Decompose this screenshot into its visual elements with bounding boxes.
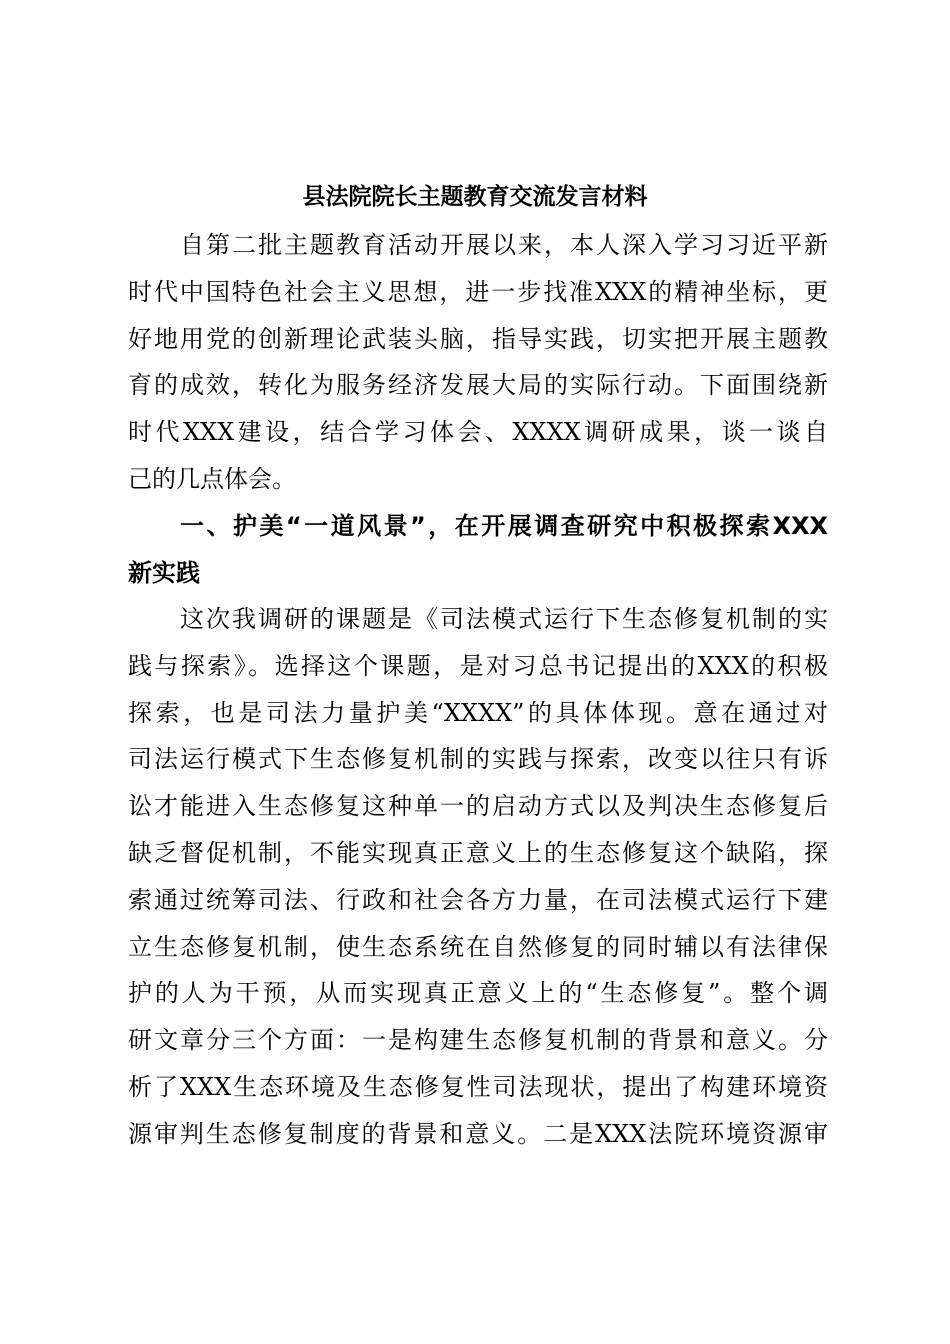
text-line: 缺乏督促机制，不能实现真正意义上的生态修复这个缺陷，探 bbox=[128, 838, 828, 867]
text-line: 讼才能进入生态修复这种单一的启动方式以及判决生态修复后 bbox=[128, 792, 828, 821]
document-title: 县法院院长主题教育交流发言材料 bbox=[302, 183, 648, 210]
text-line: 析了XXX生态环境及生态修复性司法现状，提出了构建环境资 bbox=[128, 1072, 828, 1101]
heading-line: 一、护美“一道风景”，在开展调查研究中积极探索XXX bbox=[180, 512, 828, 540]
text-line: 研文章分三个方面：一是构建生态修复机制的背景和意义。分 bbox=[128, 1026, 828, 1055]
paragraph-research bbox=[128, 596, 828, 1158]
text-line: 探索，也是司法力量护美“XXXX”的具体体现。意在通过对 bbox=[128, 698, 828, 727]
text-line: 索通过统筹司法、行政和社会各方力量，在司法模式运行下建 bbox=[128, 885, 828, 914]
text-line: 立生态修复机制，使生态系统在自然修复的同时辅以有法律保 bbox=[128, 932, 828, 961]
text-line: 自第二批主题教育活动开展以来，本人深入学习习近平新 bbox=[180, 231, 828, 259]
text-line: 司法运行模式下生态修复机制的实践与探索，改变以往只有诉 bbox=[128, 745, 828, 774]
paragraph-intro bbox=[128, 222, 828, 503]
text-line: 护的人为干预，从而实现真正意义上的“生态修复”。整个调 bbox=[128, 979, 828, 1008]
text-line: 育的成效，转化为服务经济发展大局的实际行动。下面围绕新 bbox=[128, 371, 828, 400]
heading-line: 新实践 bbox=[128, 558, 200, 587]
text-line: 这次我调研的课题是《司法模式运行下生态修复机制的实 bbox=[180, 605, 828, 633]
text-line: 好地用党的创新理论武装头脑，指导实践，切实把开展主题教 bbox=[128, 324, 828, 353]
section-heading-1 bbox=[128, 503, 828, 597]
text-line: 时代XXX建设，结合学习体会、XXXX调研成果，谈一谈自 bbox=[128, 418, 828, 447]
text-line: 源审判生态修复制度的背景和意义。二是XXX法院环境资源审 bbox=[128, 1119, 828, 1148]
text-line: 践与探索》。选择这个课题，是对习总书记提出的XXX的积极 bbox=[128, 651, 828, 680]
text-line: 时代中国特色社会主义思想，进一步找准XXX的精神坐标，更 bbox=[128, 277, 828, 306]
text-line: 己的几点体会。 bbox=[128, 464, 296, 493]
